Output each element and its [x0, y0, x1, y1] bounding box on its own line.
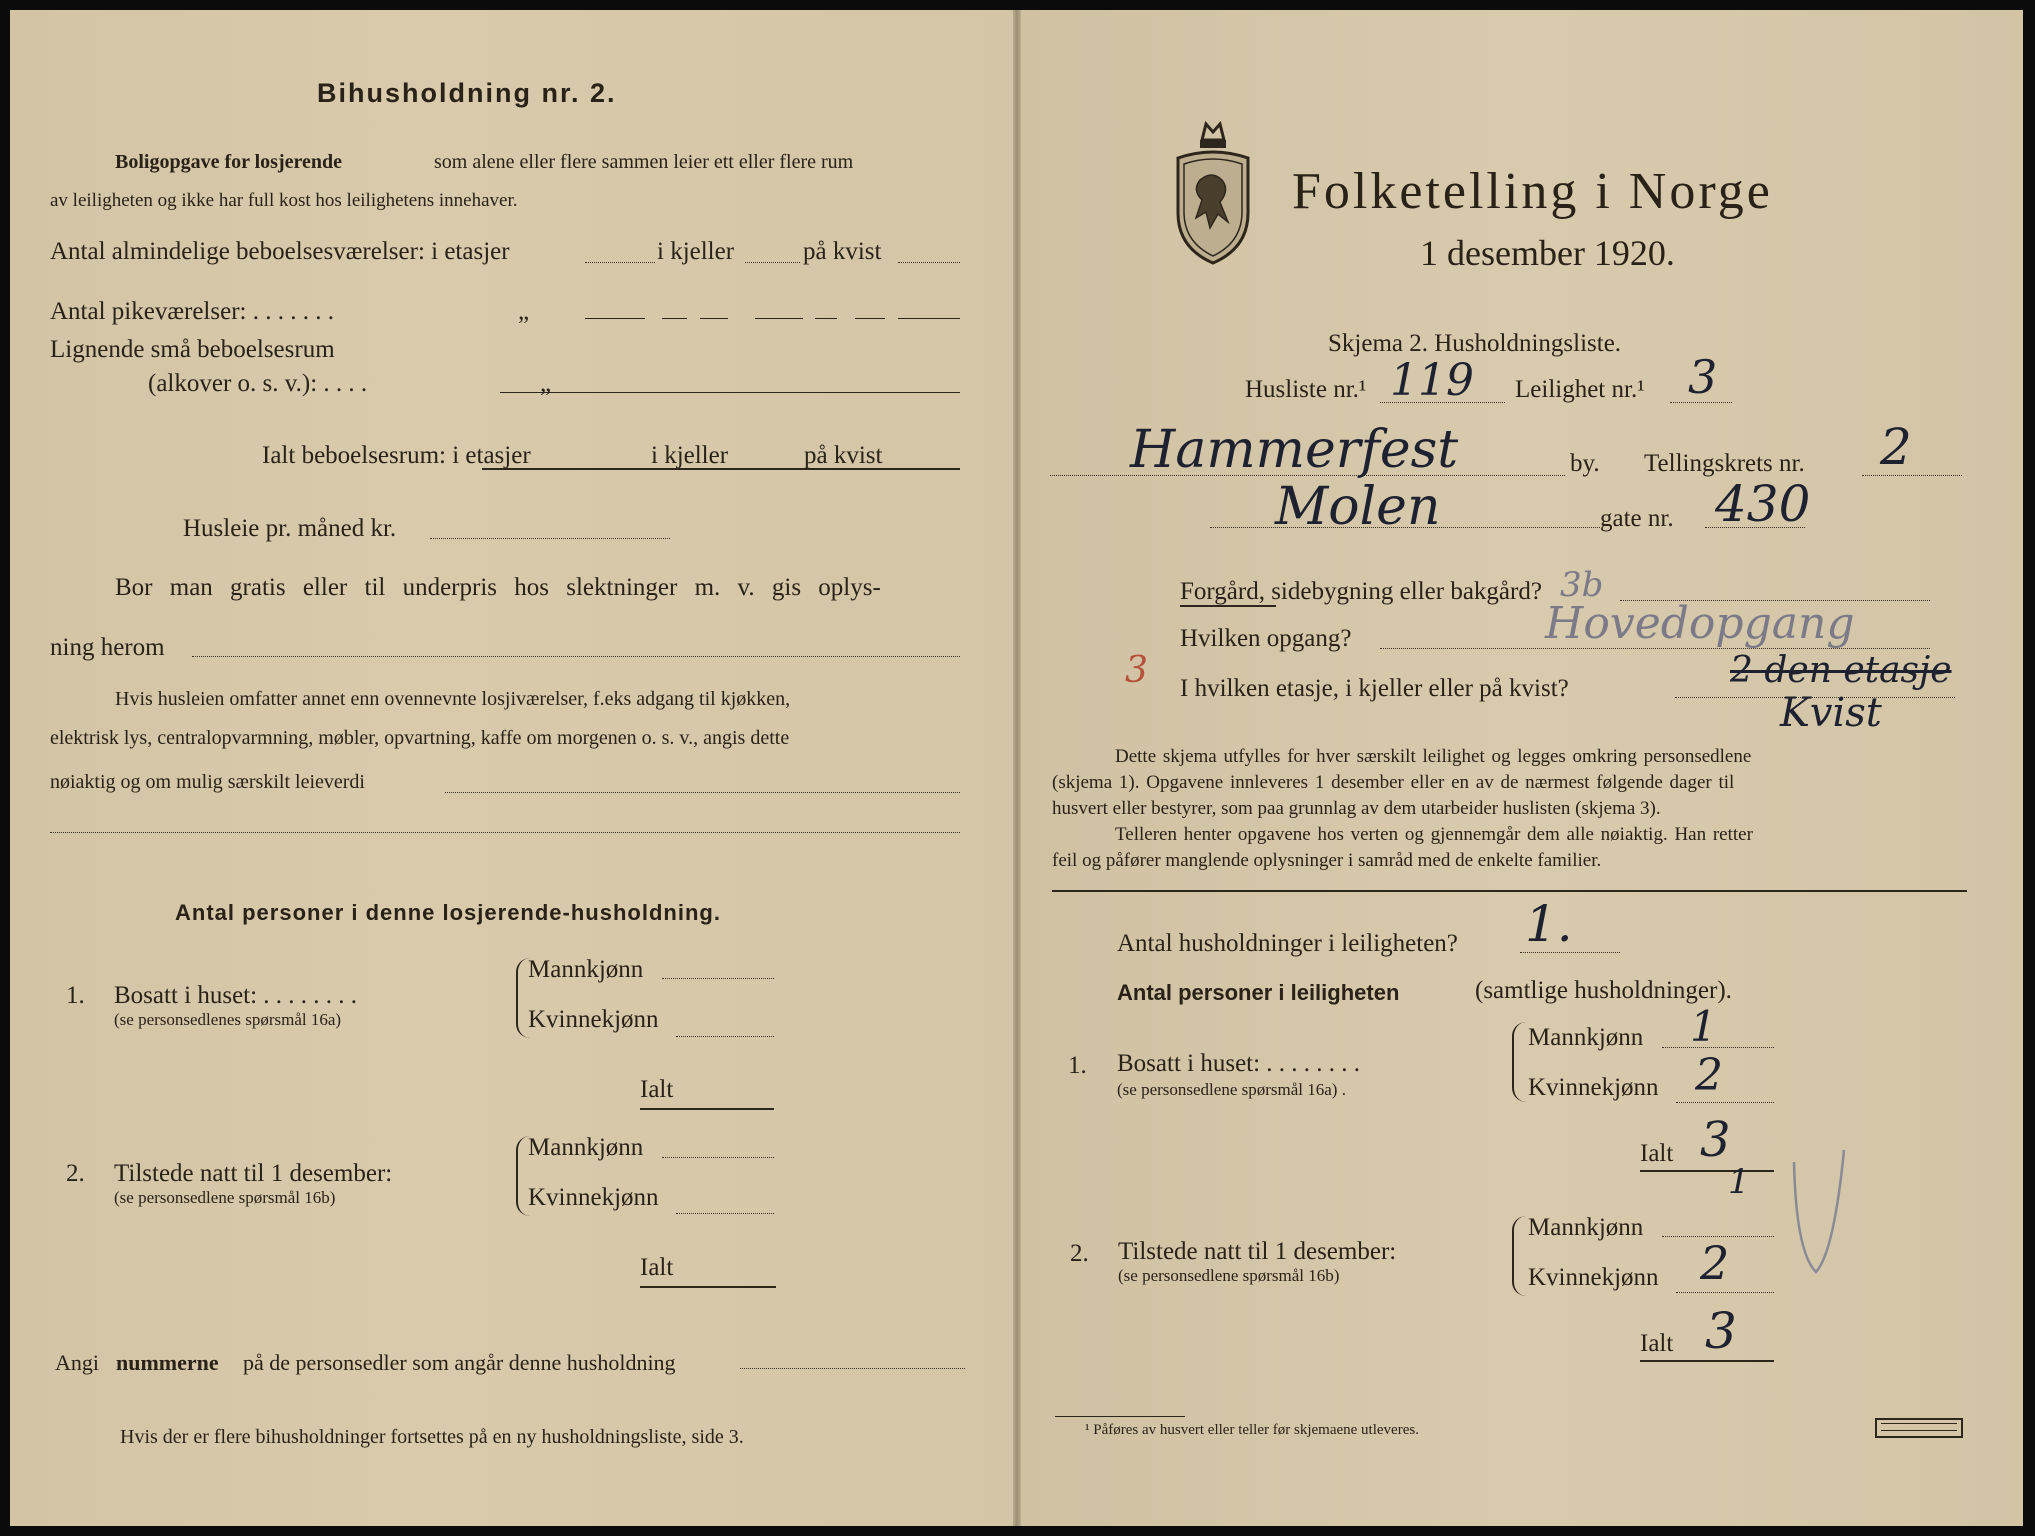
forgard-label: Forgård, sidebygning eller bakgård?: [1180, 578, 1542, 605]
instr-line5: feil og påfører manglende oplysninger i samråd med de enkelte familier.: [1052, 850, 1602, 871]
pike-label: Antal pikeværelser: . . . . . . .: [50, 298, 334, 325]
left-q2-kvinne: Kvinnekjønn: [528, 1184, 659, 1211]
angi-post: på de personsedler som angår denne husholdning: [243, 1350, 676, 1375]
leilighet-label: Leilighet nr.¹: [1515, 376, 1645, 403]
right-q1-num: 1.: [1068, 1052, 1087, 1079]
rooms-kjeller-line: [745, 262, 800, 263]
by-value: Hammerfest: [1130, 420, 1459, 480]
right-date: 1 desember 1920.: [1420, 233, 1675, 273]
footnote-rule: [1055, 1416, 1185, 1417]
instr-line2: (skjema 1). Opgavene innleveres 1 desember eller en av de nærmest følgende dager til: [1052, 772, 1735, 793]
left-title: Bihusholdning nr. 2.: [317, 78, 617, 108]
gratis-line2: ning herom: [50, 634, 165, 661]
right-q1-sub: (se personsedlene spørsmål 16a) .: [1117, 1080, 1346, 1099]
left-q2-mann-line: [662, 1157, 774, 1158]
angi-pre: Angi: [55, 1350, 99, 1375]
ialt-rooms-line: [482, 468, 960, 470]
rooms-etasjer-line: [585, 262, 655, 263]
right-q2-brace: [1512, 1216, 1526, 1296]
extra-line3: nøiaktig og om mulig særskilt leieverdi: [50, 771, 365, 793]
left-q2-mann: Mannkjønn: [528, 1134, 644, 1161]
right-q1-kvinne-line: [1676, 1102, 1774, 1103]
etasje-margin-note: 3: [1125, 650, 1148, 691]
right-q1-mann-line: [1662, 1047, 1774, 1048]
pike-dash-5: [815, 318, 837, 319]
pike-dash-6: [855, 318, 885, 319]
small-rooms-label: Lignende små beboelsesrum: [50, 336, 335, 363]
right-q1-ialt-value: 3: [1700, 1112, 1731, 1168]
right-q2-num: 2.: [1070, 1240, 1089, 1267]
right-q2-ialt-line: [1640, 1360, 1774, 1362]
left-persons-heading: Antal personer i denne losjerende-husholdning.: [175, 900, 721, 925]
pike-dash-4: [755, 318, 803, 319]
left-q1-num: 1.: [66, 982, 85, 1009]
left-footer: Hvis der er flere bihusholdninger fortsettes på en ny husholdningsliste, side 3.: [120, 1426, 744, 1448]
right-q1-mann-label: Mannkjønn: [1528, 1024, 1644, 1051]
pike-dash-2: [662, 318, 687, 319]
right-q1-mann-value: 1: [1690, 1002, 1717, 1051]
extra-line-blank: [50, 832, 960, 833]
husholdninger-value: 1.: [1525, 895, 1573, 953]
coat-of-arms-icon: [1170, 118, 1256, 268]
right-q1-ialt-label: Ialt: [1640, 1140, 1674, 1167]
etasje-value-struck: 2 den etasje: [1730, 650, 1952, 691]
alkover-label: (alkover o. s. v.): . . . .: [148, 370, 368, 397]
etasje-value: Kvist: [1780, 690, 1882, 736]
opgang-label: Hvilken opgang?: [1180, 625, 1352, 652]
intro-bold: Boligopgave for losjerende: [115, 151, 343, 173]
footnote: ¹ Påføres av husvert eller teller før skjemaene utleveres.: [1085, 1422, 1419, 1438]
husholdninger-label: Antal husholdninger i leiligheten?: [1117, 930, 1458, 957]
page-fold: [1013, 10, 1021, 1526]
rooms-label: Antal almindelige beboelsesværelser: i etasjer: [50, 238, 510, 265]
instr-line3: husvert eller bestyrer, som paa grunnlag av dem utarbeider huslisten (skjema 3).: [1052, 798, 1661, 819]
husliste-value: 119: [1390, 355, 1474, 406]
instr-line4: Telleren henter opgavene hos verten og gjennemgår dem alle nøiaktig. Han retter: [1115, 824, 1753, 845]
right-persons-heading-rest: (samtlige husholdninger).: [1475, 977, 1732, 1004]
right-q1-kvinne-label: Kvinnekjønn: [1528, 1074, 1659, 1101]
gate-nr-value: 430: [1715, 475, 1811, 533]
right-q1-kvinne-value: 2: [1695, 1050, 1723, 1101]
rooms-kjeller: i kjeller: [657, 238, 735, 265]
tellingskrets-label: Tellingskrets nr.: [1644, 450, 1805, 477]
husleie-line: [430, 538, 670, 539]
printer-stamp: [1875, 1418, 1963, 1438]
right-q1-label: Bosatt i huset: . . . . . . . .: [1117, 1050, 1361, 1077]
right-q1-ialt-line: [1640, 1170, 1774, 1172]
left-q2-ialt: Ialt: [640, 1254, 674, 1281]
by-label: by.: [1570, 450, 1600, 477]
pike-dash-7: [898, 318, 960, 319]
right-q2-sub: (se personsedlene spørsmål 16b): [1118, 1266, 1340, 1285]
right-q2-kvinne-line: [1676, 1292, 1774, 1293]
left-q2-ialt-line: [640, 1286, 776, 1288]
angi-bold: nummerne: [116, 1350, 219, 1375]
forgard-underline: [1180, 605, 1276, 607]
etasje-label: I hvilken etasje, i kjeller eller på kvist?: [1180, 675, 1569, 702]
rooms-kvist: på kvist: [803, 238, 882, 265]
gate-value: Molen: [1275, 477, 1441, 537]
right-q2-kvinne-value: 2: [1700, 1236, 1730, 1290]
angi-line: [740, 1368, 965, 1369]
right-q1-brace: [1512, 1022, 1526, 1102]
left-q1-kvinne-line: [676, 1036, 774, 1037]
right-q2-kvinne-label: Kvinnekjønn: [1528, 1264, 1659, 1291]
rooms-kvist-line: [898, 262, 960, 263]
opgang-value: Hovedopgang: [1545, 598, 1855, 649]
forgard-value: 3b: [1560, 565, 1604, 605]
intro-line2: av leiligheten og ikke har full kost hos leilighetens innehaver.: [50, 190, 518, 211]
left-q1-ialt-line: [640, 1108, 774, 1110]
leilighet-value: 3: [1688, 350, 1718, 404]
husliste-label: Husliste nr.¹: [1245, 376, 1367, 403]
ditto-mark: „: [518, 298, 530, 325]
tellingskrets-line: [1862, 475, 1962, 476]
left-q2-num: 2.: [66, 1160, 85, 1187]
extra-line1: Hvis husleien omfatter annet enn ovennevnte losjiværelser, f.eks adgang til kjøkken,: [115, 688, 791, 710]
right-q2-mann-label: Mannkjønn: [1528, 1214, 1644, 1241]
gratis-line1: Bor man gratis eller til underpris hos slektninger m. v. gis oplys-: [115, 574, 881, 601]
skjema-label: Skjema 2. Husholdningsliste.: [1328, 330, 1622, 357]
ialt-rooms-label: Ialt beboelsesrum: i etasjer: [262, 442, 531, 469]
left-q1-sub: (se personsedlenes spørsmål 16a): [114, 1010, 342, 1029]
right-q1-ialt-correction: 1: [1728, 1162, 1750, 1202]
tellingskrets-value: 2: [1880, 418, 1912, 476]
extra-line-fill: [445, 792, 960, 793]
pike-dash-1: [585, 318, 645, 319]
left-q2-sub: (se personsedlene spørsmål 16b): [114, 1188, 336, 1207]
instr-line1: Dette skjema utfylles for hver særskilt leilighet og legges omkring personsedlene: [1115, 746, 1752, 767]
alkover-line: [500, 392, 960, 393]
right-title: Folketelling i Norge: [1292, 163, 1773, 220]
left-q1-mann: Mannkjønn: [528, 956, 644, 983]
right-q2-ialt-value: 3: [1705, 1302, 1737, 1360]
gate-label: gate nr.: [1600, 505, 1674, 532]
extra-line2: elektrisk lys, centralopvarmning, møbler, opvartning, kaffe om morgenen o. s. v., angis dette: [50, 727, 790, 749]
instr-separator: [1052, 890, 1967, 892]
right-q2-ialt-label: Ialt: [1640, 1330, 1674, 1357]
right-q2-label: Tilstede natt til 1 desember:: [1118, 1238, 1397, 1265]
left-q1-mann-line: [662, 978, 774, 979]
left-q1-label: Bosatt i huset: . . . . . . . .: [114, 982, 358, 1009]
gratis-line: [192, 656, 960, 657]
left-q2-kvinne-line: [676, 1213, 774, 1214]
ialt-rooms-kjeller: i kjeller: [651, 442, 729, 469]
left-q1-kvinne: Kvinnekjønn: [528, 1006, 659, 1033]
intro-rest: som alene eller flere sammen leier ett eller flere rum: [434, 151, 854, 173]
husleie-label: Husleie pr. måned kr.: [183, 515, 397, 542]
pike-dash-3: [700, 318, 728, 319]
pencil-check-icon: [1786, 1142, 1856, 1282]
ialt-rooms-kvist: på kvist: [804, 442, 883, 469]
left-q2-label: Tilstede natt til 1 desember:: [114, 1160, 393, 1187]
left-q1-ialt: Ialt: [640, 1076, 674, 1103]
right-persons-heading-bold: Antal personer i leiligheten: [1117, 980, 1400, 1005]
ditto-mark-2: „: [540, 370, 552, 397]
